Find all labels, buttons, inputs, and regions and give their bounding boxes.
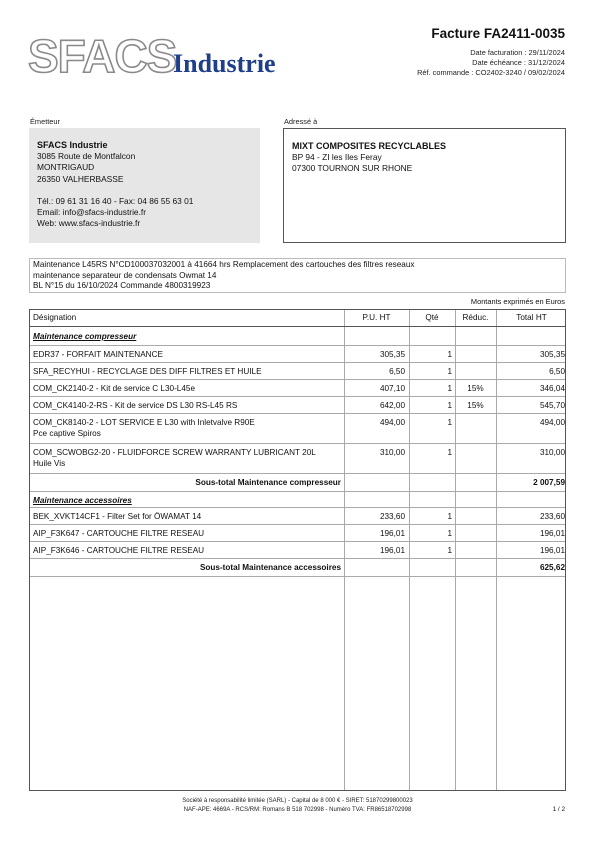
row-quantity: 1 <box>447 418 452 427</box>
row-quantity: 1 <box>447 401 452 410</box>
subtotal-value: 625,62 <box>539 563 565 572</box>
table-header <box>30 310 565 327</box>
header-designation: Désignation <box>33 313 77 322</box>
row-designation: AIP_F3K646 - CARTOUCHE FILTRE RESEAU <box>33 546 205 555</box>
issuer-label: Émetteur <box>30 117 60 126</box>
issuer-address-line: 26350 VALHERBASSE <box>37 173 124 184</box>
row-total: 545,70 <box>539 401 565 410</box>
row-reduction: 15% <box>467 401 484 410</box>
subtotal-label: Sous-total Maintenance accessoires <box>199 563 341 572</box>
row-designation: EDR37 - FORFAIT MAINTENANCE <box>33 350 163 359</box>
row-unit-price: 6,50 <box>389 367 405 376</box>
row-unit-price: 642,00 <box>379 401 405 410</box>
header-unit-price: P.U. HT <box>362 313 391 322</box>
row-quantity: 1 <box>447 529 452 538</box>
invoice-description <box>29 258 566 293</box>
row-reduction: 15% <box>467 384 484 393</box>
row-quantity: 1 <box>447 546 452 555</box>
row-quantity: 1 <box>447 448 452 457</box>
issuer-email: Email: info@sfacs-industrie.fr <box>37 207 147 218</box>
legal-footer <box>0 797 595 814</box>
row-quantity: 1 <box>447 384 452 393</box>
recipient-address-line: 07300 TOURNON SUR RHONE <box>292 163 413 174</box>
row-designation: COM_CK2140-2 - Kit de service C L30-L45e <box>33 384 196 393</box>
issuer-address-line: MONTRIGAUD <box>37 162 95 173</box>
row-total: 346,04 <box>539 384 565 393</box>
row-designation: COM_CK4140-2-RS - Kit de service DS L30 RS-L45 RS <box>33 401 238 410</box>
row-total: 494,00 <box>539 418 565 427</box>
row-total: 196,01 <box>539 529 565 538</box>
row-designation: BEK_XVKT14CF1 - Filter Set for ÖWAMAT 14 <box>33 512 202 521</box>
description-line: Maintenance L45RS N°CD100037032001 à 41664 hrs Remplacement des cartouches des filtres reseaux <box>33 260 415 269</box>
row-unit-price: 494,00 <box>379 418 405 427</box>
recipient-name: MIXT COMPOSITES RECYCLABLES <box>292 141 447 151</box>
row-quantity: 1 <box>447 512 452 521</box>
issuer-name: SFACS Industrie <box>37 140 108 150</box>
row-unit-price: 233,60 <box>379 512 405 521</box>
header-total: Total HT <box>516 313 547 322</box>
invoice-meta <box>417 48 565 78</box>
row-designation-detail: Pce captive Spiros <box>33 429 101 438</box>
subtotal-value: 2 007,59 <box>533 478 565 487</box>
footer-line: Société à responsabilité limitée (SARL) - Capital de 8 000 € - SIRET: 51870299800023 <box>182 798 413 804</box>
row-total: 6,50 <box>549 367 565 376</box>
row-designation: SFA_RECYHUI - RECYCLAGE DES DIFF FILTRES ET HUILE <box>33 367 262 376</box>
invoice-order-ref: Réf. commande : CO2402-3240 / 09/02/2024 <box>417 68 565 77</box>
row-quantity: 1 <box>447 350 452 359</box>
invoice-date: Date facturation : 29/11/2024 <box>470 48 565 57</box>
issuer-box <box>29 128 260 243</box>
logo-text-industrie: Industrie <box>173 49 276 78</box>
row-total: 196,01 <box>539 546 565 555</box>
recipient-label: Adressé à <box>284 117 318 126</box>
invoice-title: Facture FA2411-0035 <box>431 26 565 41</box>
row-designation: COM_SCWOBG2-20 - FLUIDFORCE SCREW WARRANTY LUBRICANT 20L <box>33 448 316 457</box>
issuer-web: Web: www.sfacs-industrie.fr <box>37 218 141 229</box>
row-total: 233,60 <box>539 512 565 521</box>
row-designation: COM_CK8140-2 - LOT SERVICE E L30 with Inletvalve R90E <box>33 418 255 427</box>
recipient-box <box>283 128 566 243</box>
row-unit-price: 196,01 <box>379 529 405 538</box>
company-logo <box>28 30 290 82</box>
header-reduction: Réduc. <box>462 313 489 322</box>
description-line: maintenance separateur de condensats Owmat 14 <box>33 270 217 280</box>
footer-line: NAF-APE: 4669A - RCS/RM: Romans B 518 702998 - Numéro TVA: FR86518702998 <box>183 806 412 813</box>
issuer-phone: Tél.: 09 61 31 16 40 - Fax: 04 86 55 63 01 <box>37 195 194 206</box>
page-number: 1 / 2 <box>552 806 565 813</box>
row-unit-price: 310,00 <box>379 448 405 457</box>
row-quantity: 1 <box>447 367 452 376</box>
row-designation-detail: Huile Vis <box>33 459 66 468</box>
row-unit-price: 305,35 <box>379 350 405 359</box>
description-line: BL N°15 du 16/10/2024 Commande 4800319923 <box>33 281 211 291</box>
row-designation: AIP_F3K647 - CARTOUCHE FILTRE RESEAU <box>33 529 205 538</box>
header-quantity: Qté <box>425 313 439 322</box>
logo-text-sfacs: SFACS <box>28 30 177 82</box>
currency-note: Montants exprimés en Euros <box>470 297 565 306</box>
row-total: 305,35 <box>539 350 565 359</box>
row-unit-price: 407,10 <box>379 384 405 393</box>
issuer-address-line: 3085 Route de Montfalcon <box>37 151 136 162</box>
subtotal-label: Sous-total Maintenance compresseur <box>195 478 341 487</box>
recipient-address-line: BP 94 - ZI les Iles Feray <box>292 152 382 163</box>
invoice-due-date: Date échéance : 31/12/2024 <box>472 58 565 67</box>
row-total: 310,00 <box>539 448 565 457</box>
invoice-table: Désignation P.U. HT Qté Réduc. Total HT Maintenance compresseur EDR37 - FORFAIT MAINTENANCE 305,35 1 305,35 SFA_RECYHUI - RECYCLAGE DES DIFF FILTRES ET HUILE 6,50 1 6,50 COM_CK2140-2 - Kit de service C L30-L45e 407,10 1 15% 346,04 COM_CK4140-2-RS - Kit de service DS L30 RS-L45 RS 642,00 1 15% 545,70 COM_CK8140-2 - LOT SERVICE E L30 with Inletvalve R90E Pce captive Spiros 494,00 1 494,00 COM_SCWOBG2-20 - FLUIDFORCE SCREW WARRANTY LUBRICANT 20L Huile Vis 310,00 1 310,00 Sous-total Maintenance compresseur 2 007,59 Maintenance accessoires BEK_XVKT14CF1 - Filter Set for ÖWAMAT 14 233,60 1 233,60 AIP_F3K647 - CARTOUCHE FILTRE RESEAU 196,01 1 196,01 AIP_F3K646 - CARTOUCHE FILTRE RESEAU 196,01 1 196,01 Sous-total Maintenance accessoires 625,62 <box>29 309 566 791</box>
row-unit-price: 196,01 <box>379 546 405 555</box>
